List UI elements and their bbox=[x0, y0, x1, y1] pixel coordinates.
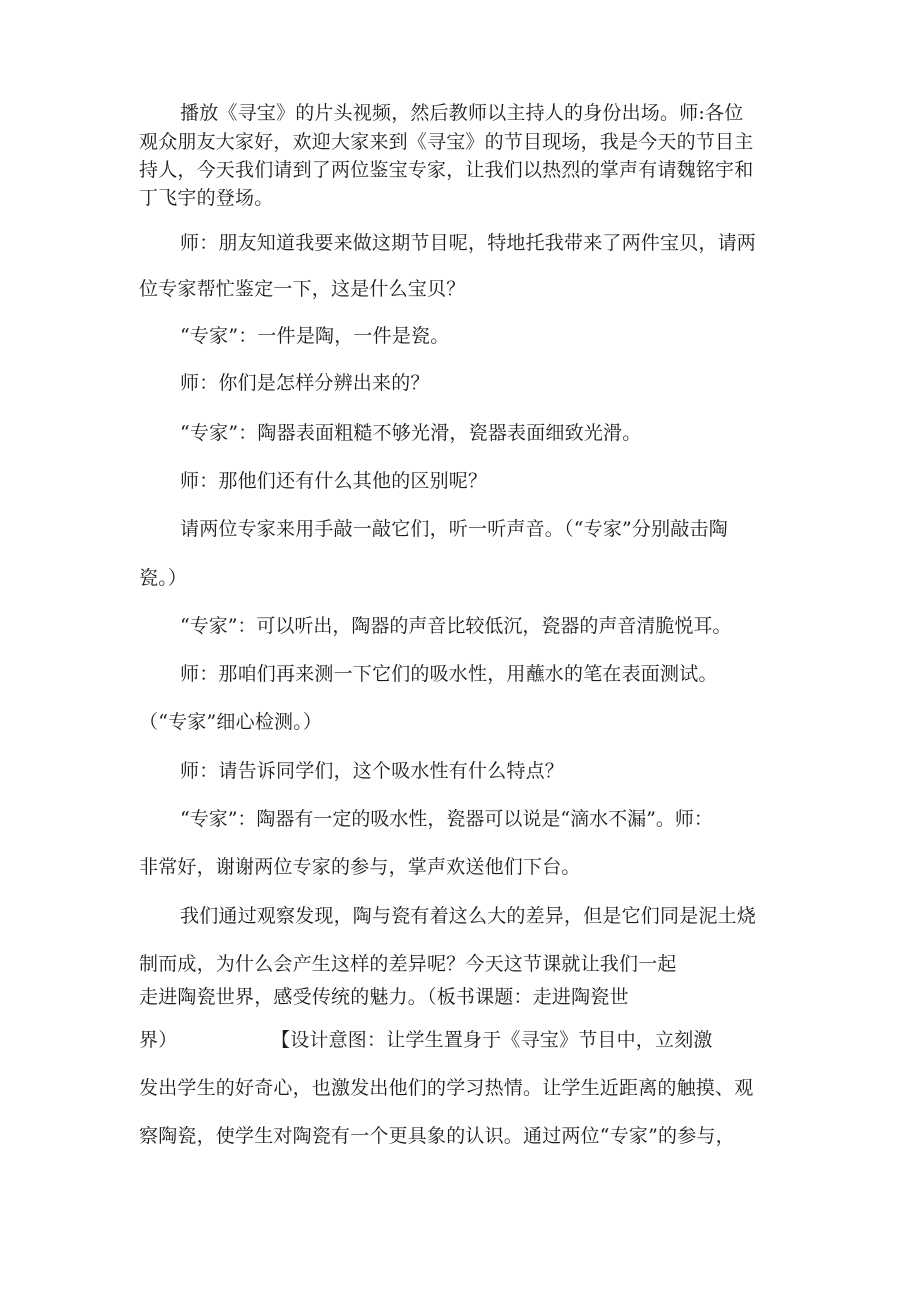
paragraph-line: 师：请告诉同学们，这个吸水性有什么特点？ bbox=[180, 760, 565, 782]
paragraph-line: 师：那咱们再来测一下它们的吸水性，用蘸水的笔在表面测试。 bbox=[180, 663, 718, 685]
paragraph-line: 非常好，谢谢两位专家的参与，掌声欢送他们下台。 bbox=[139, 856, 581, 878]
paragraph-line: （“专家”细心检测。） bbox=[139, 711, 323, 733]
paragraph-line: 位专家帮忙鉴定一下，这是什么宝贝？ bbox=[139, 278, 466, 300]
paragraph-line: 师：你们是怎样分辨出来的？ bbox=[180, 372, 430, 394]
paragraph-line: “专家”：可以听出，陶器的声音比较低沉，瓷器的声音清脆悦耳。 bbox=[180, 615, 732, 637]
paragraph-line: 制而成，为什么会产生这样的差异呢？今天这节课就让我们一起 bbox=[139, 953, 677, 975]
paragraph-line: 瓷。） bbox=[139, 567, 188, 589]
paragraph-line: 察陶瓷，使学生对陶瓷有一个更具象的认识。通过两位“专家”的参与， bbox=[139, 1125, 735, 1147]
paragraph-line: 我们通过观察发现，陶与瓷有着这么大的差异，但是它们同是泥土烧 bbox=[180, 905, 757, 927]
paragraph-line: 请两位专家来用手敲一敲它们，听一听声音。（“专家”分别敲击陶 bbox=[180, 518, 728, 540]
paragraph-line: 发出学生的好奇心，也激发出他们的学习热情。让学生近距离的触摸、观 bbox=[139, 1077, 754, 1099]
paragraph-line: 师：朋友知道我要来做这期节目呢，特地托我带来了两件宝贝，请两 bbox=[180, 232, 757, 254]
paragraph-line: “专家”：陶器表面粗糙不够光滑，瓷器表面细致光滑。 bbox=[180, 422, 642, 444]
paragraph-line: 持人，今天我们请到了两位鉴宝专家，让我们以热烈的掌声有请魏铭宇和 bbox=[139, 159, 754, 181]
design-intent-line: 【设计意图：让学生置身于《寻宝》节目中，立刻激 bbox=[271, 1029, 713, 1051]
paragraph-line: 播放《寻宝》的片头视频，然后教师以主持人的身份出场。师:各位 bbox=[180, 102, 744, 124]
paragraph-line: 师：那他们还有什么其他的区别呢？ bbox=[180, 470, 488, 492]
paragraph-line: 丁飞宇的登场。 bbox=[139, 187, 274, 209]
paragraph-line: 界） bbox=[139, 1029, 178, 1051]
paragraph-line: 走进陶瓷世界，感受传统的魅力。（板书课题：走进陶瓷世 bbox=[139, 986, 629, 1008]
paragraph-line: “专家”：一件是陶，一件是瓷。 bbox=[180, 325, 450, 347]
paragraph-line: “专家”：陶器有一定的吸水性，瓷器可以说是“滴水不漏”。师： bbox=[180, 808, 713, 830]
paragraph-line: 观众朋友大家好，欢迎大家来到《寻宝》的节目现场，我是今天的节目主 bbox=[139, 131, 754, 153]
